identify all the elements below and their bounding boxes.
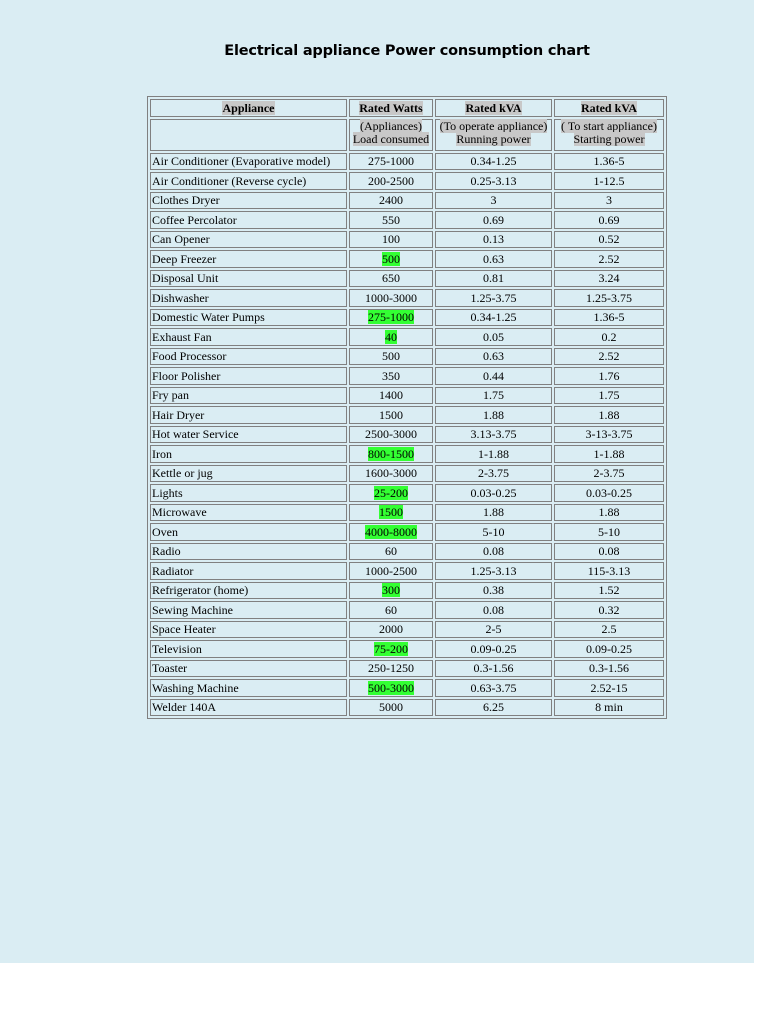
rated-watts-value: 40: [385, 329, 397, 344]
running-kva-cell: 2-5: [435, 621, 552, 639]
appliance-name-cell: Oven: [150, 523, 347, 541]
rated-watts-value: 100: [382, 232, 400, 247]
appliance-name-cell: Hot water Service: [150, 426, 347, 444]
appliance-name-cell: Clothes Dryer: [150, 192, 347, 210]
rated-watts-cell: [349, 484, 433, 502]
rated-watts-value: 250-1250: [368, 661, 414, 676]
rated-watts-cell: [349, 465, 433, 483]
table-header-row: [150, 99, 664, 117]
running-kva-cell: 0.05: [435, 328, 552, 346]
starting-kva-cell: 1.36-5: [554, 153, 664, 171]
table-row: [150, 445, 664, 463]
starting-kva-cell: 2.52-15: [554, 679, 664, 697]
rated-watts-value: 1000-3000: [365, 290, 417, 305]
subheader-watts: [349, 119, 433, 151]
appliance-name-cell: Floor Polisher: [150, 367, 347, 385]
table-row: [150, 640, 664, 658]
rated-watts-value: 75-200: [374, 641, 408, 656]
running-kva-cell: 0.25-3.13: [435, 172, 552, 190]
rated-watts-value: 500: [382, 251, 400, 266]
running-kva-cell: 0.09-0.25: [435, 640, 552, 658]
running-kva-cell: 5-10: [435, 523, 552, 541]
table-row: [150, 367, 664, 385]
running-kva-cell: 0.63-3.75: [435, 679, 552, 697]
rated-watts-cell: [349, 601, 433, 619]
appliance-name-cell: Radiator: [150, 562, 347, 580]
running-kva-cell: 0.63: [435, 348, 552, 366]
rated-watts-cell: [349, 192, 433, 210]
rated-watts-cell: [349, 426, 433, 444]
running-kva-cell: 0.44: [435, 367, 552, 385]
table-row: [150, 543, 664, 561]
rated-watts-value: 60: [385, 602, 397, 617]
table-row: [150, 231, 664, 249]
rated-watts-cell: [349, 679, 433, 697]
rated-watts-cell: [349, 640, 433, 658]
table-row: [150, 406, 664, 424]
appliance-name-cell: Fry pan: [150, 387, 347, 405]
running-kva-cell: 0.08: [435, 543, 552, 561]
appliance-name-cell: Washing Machine: [150, 679, 347, 697]
appliance-name-cell: Microwave: [150, 504, 347, 522]
appliance-name-cell: Refrigerator (home): [150, 582, 347, 600]
starting-kva-cell: 0.52: [554, 231, 664, 249]
rated-watts-value: 4000-8000: [365, 524, 417, 539]
starting-kva-cell: 0.32: [554, 601, 664, 619]
rated-watts-value: 200-2500: [368, 173, 414, 188]
starting-kva-cell: 1-1.88: [554, 445, 664, 463]
appliance-name-cell: Coffee Percolator: [150, 211, 347, 229]
rated-watts-value: 1400: [379, 388, 403, 403]
starting-kva-cell: 2.52: [554, 348, 664, 366]
running-kva-cell: 0.38: [435, 582, 552, 600]
rated-watts-cell: [349, 172, 433, 190]
running-kva-cell: 2-3.75: [435, 465, 552, 483]
subheader-watts-line2: Load consumed: [352, 132, 430, 146]
starting-kva-cell: 1.25-3.75: [554, 289, 664, 307]
appliance-name-cell: Air Conditioner (Reverse cycle): [150, 172, 347, 190]
table-row: [150, 601, 664, 619]
subheader-starting-line2: Starting power: [573, 132, 645, 146]
table-row: [150, 250, 664, 268]
appliance-name-cell: Television: [150, 640, 347, 658]
starting-kva-cell: 1.52: [554, 582, 664, 600]
table-row: [150, 153, 664, 171]
rated-watts-cell: [349, 231, 433, 249]
appliance-name-cell: Disposal Unit: [150, 270, 347, 288]
rated-watts-value: 500: [382, 349, 400, 364]
rated-watts-value: 300: [382, 583, 400, 598]
running-kva-cell: 0.69: [435, 211, 552, 229]
rated-watts-cell: [349, 562, 433, 580]
header-appliance-label: Appliance: [222, 100, 275, 115]
rated-watts-cell: [349, 309, 433, 327]
running-kva-cell: 0.08: [435, 601, 552, 619]
table-row: [150, 192, 664, 210]
running-kva-cell: 0.13: [435, 231, 552, 249]
running-kva-cell: 1-1.88: [435, 445, 552, 463]
rated-watts-cell: [349, 367, 433, 385]
appliance-name-cell: Iron: [150, 445, 347, 463]
rated-watts-cell: [349, 445, 433, 463]
running-kva-cell: 0.34-1.25: [435, 153, 552, 171]
rated-watts-value: 1600-3000: [365, 466, 417, 481]
document-title: Electrical appliance Power consumption chart: [224, 43, 590, 59]
rated-watts-cell: [349, 328, 433, 346]
rated-watts-value: 650: [382, 271, 400, 286]
running-kva-cell: 1.25-3.75: [435, 289, 552, 307]
appliance-name-cell: Can Opener: [150, 231, 347, 249]
starting-kva-cell: 5-10: [554, 523, 664, 541]
table-row: [150, 387, 664, 405]
header-starting-label: Rated kVA: [580, 100, 638, 115]
appliance-name-cell: Dishwasher: [150, 289, 347, 307]
running-kva-cell: 1.88: [435, 406, 552, 424]
starting-kva-cell: 1.75: [554, 387, 664, 405]
table-row: [150, 660, 664, 678]
starting-kva-cell: 2-3.75: [554, 465, 664, 483]
table-row: [150, 289, 664, 307]
subheader-empty-cell: [150, 119, 347, 151]
running-kva-cell: 0.3-1.56: [435, 660, 552, 678]
appliance-name-cell: Radio: [150, 543, 347, 561]
running-kva-cell: 0.03-0.25: [435, 484, 552, 502]
rated-watts-value: 2500-3000: [365, 427, 417, 442]
starting-kva-cell: 2.5: [554, 621, 664, 639]
starting-kva-cell: 8 min: [554, 699, 664, 717]
starting-kva-cell: 3: [554, 192, 664, 210]
header-rated-watts-label: Rated Watts: [359, 100, 423, 115]
rated-watts-value: 60: [385, 544, 397, 559]
appliance-name-cell: Sewing Machine: [150, 601, 347, 619]
rated-watts-cell: [349, 211, 433, 229]
rated-watts-cell: [349, 406, 433, 424]
table-row: [150, 562, 664, 580]
starting-kva-cell: 0.08: [554, 543, 664, 561]
appliance-name-cell: Domestic Water Pumps: [150, 309, 347, 327]
table-row: [150, 348, 664, 366]
starting-kva-cell: 1.76: [554, 367, 664, 385]
header-rated-kva-starting: [554, 99, 664, 117]
rated-watts-cell: [349, 621, 433, 639]
subheader-running: [435, 119, 552, 151]
running-kva-cell: 0.34-1.25: [435, 309, 552, 327]
rated-watts-value: 350: [382, 368, 400, 383]
subheader-watts-line1: (Appliances): [360, 118, 422, 133]
header-rated-watts: [349, 99, 433, 117]
power-consumption-table: [147, 96, 667, 719]
subheader-running-line2: Running power: [456, 132, 531, 146]
appliance-name-cell: Lights: [150, 484, 347, 502]
rated-watts-value: 275-1000: [368, 154, 414, 169]
rated-watts-value: 1000-2500: [365, 563, 417, 578]
rated-watts-cell: [349, 582, 433, 600]
running-kva-cell: 1.75: [435, 387, 552, 405]
table-row: [150, 699, 664, 717]
starting-kva-cell: 0.09-0.25: [554, 640, 664, 658]
starting-kva-cell: 3.24: [554, 270, 664, 288]
rated-watts-cell: [349, 660, 433, 678]
table-body: [150, 153, 664, 717]
rated-watts-value: 1500: [379, 407, 403, 422]
rated-watts-cell: [349, 523, 433, 541]
starting-kva-cell: 0.03-0.25: [554, 484, 664, 502]
subheader-starting-line1: ( To start appliance): [561, 118, 657, 133]
starting-kva-cell: 0.2: [554, 328, 664, 346]
starting-kva-cell: 1-12.5: [554, 172, 664, 190]
appliance-name-cell: Welder 140A: [150, 699, 347, 717]
header-running-label: Rated kVA: [465, 100, 522, 115]
rated-watts-cell: [349, 348, 433, 366]
rated-watts-value: 550: [382, 212, 400, 227]
rated-watts-cell: [349, 504, 433, 522]
appliance-name-cell: Food Processor: [150, 348, 347, 366]
table-row: [150, 504, 664, 522]
table-row: [150, 211, 664, 229]
table-row: [150, 426, 664, 444]
running-kva-cell: 6.25: [435, 699, 552, 717]
rated-watts-value: 800-1500: [368, 446, 414, 461]
subheader-running-line1: (To operate appliance): [439, 118, 548, 133]
rated-watts-cell: [349, 270, 433, 288]
table-row: [150, 172, 664, 190]
table-row: [150, 621, 664, 639]
rated-watts-cell: [349, 289, 433, 307]
table-row: [150, 582, 664, 600]
appliance-name-cell: Deep Freezer: [150, 250, 347, 268]
table-row: [150, 679, 664, 697]
rated-watts-value: 25-200: [374, 485, 408, 500]
starting-kva-cell: 1.36-5: [554, 309, 664, 327]
starting-kva-cell: 1.88: [554, 504, 664, 522]
starting-kva-cell: 115-3.13: [554, 562, 664, 580]
running-kva-cell: 3.13-3.75: [435, 426, 552, 444]
starting-kva-cell: 3-13-3.75: [554, 426, 664, 444]
rated-watts-value: 2000: [379, 622, 403, 637]
running-kva-cell: 0.63: [435, 250, 552, 268]
header-appliance: [150, 99, 347, 117]
starting-kva-cell: 1.88: [554, 406, 664, 424]
appliance-name-cell: Space Heater: [150, 621, 347, 639]
table-row: [150, 309, 664, 327]
starting-kva-cell: 0.69: [554, 211, 664, 229]
running-kva-cell: 0.81: [435, 270, 552, 288]
rated-watts-cell: [349, 543, 433, 561]
appliance-name-cell: Air Conditioner (Evaporative model): [150, 153, 347, 171]
table-row: [150, 328, 664, 346]
table-row: [150, 523, 664, 541]
running-kva-cell: 3: [435, 192, 552, 210]
running-kva-cell: 1.25-3.13: [435, 562, 552, 580]
appliance-name-cell: Toaster: [150, 660, 347, 678]
rated-watts-cell: [349, 250, 433, 268]
subheader-starting: [554, 119, 664, 151]
rated-watts-value: 2400: [379, 193, 403, 208]
table-subheader-row: [150, 119, 664, 151]
starting-kva-cell: 2.52: [554, 250, 664, 268]
table-row: [150, 270, 664, 288]
running-kva-cell: 1.88: [435, 504, 552, 522]
appliance-name-cell: Kettle or jug: [150, 465, 347, 483]
starting-kva-cell: 0.3-1.56: [554, 660, 664, 678]
rated-watts-value: 5000: [379, 700, 403, 715]
appliance-name-cell: Exhaust Fan: [150, 328, 347, 346]
table-row: [150, 484, 664, 502]
rated-watts-cell: [349, 699, 433, 717]
table-row: [150, 465, 664, 483]
rated-watts-cell: [349, 153, 433, 171]
rated-watts-value: 1500: [379, 505, 403, 520]
rated-watts-value: 275-1000: [368, 310, 414, 325]
header-rated-kva-running: [435, 99, 552, 117]
appliance-name-cell: Hair Dryer: [150, 406, 347, 424]
rated-watts-cell: [349, 387, 433, 405]
rated-watts-value: 500-3000: [368, 680, 414, 695]
